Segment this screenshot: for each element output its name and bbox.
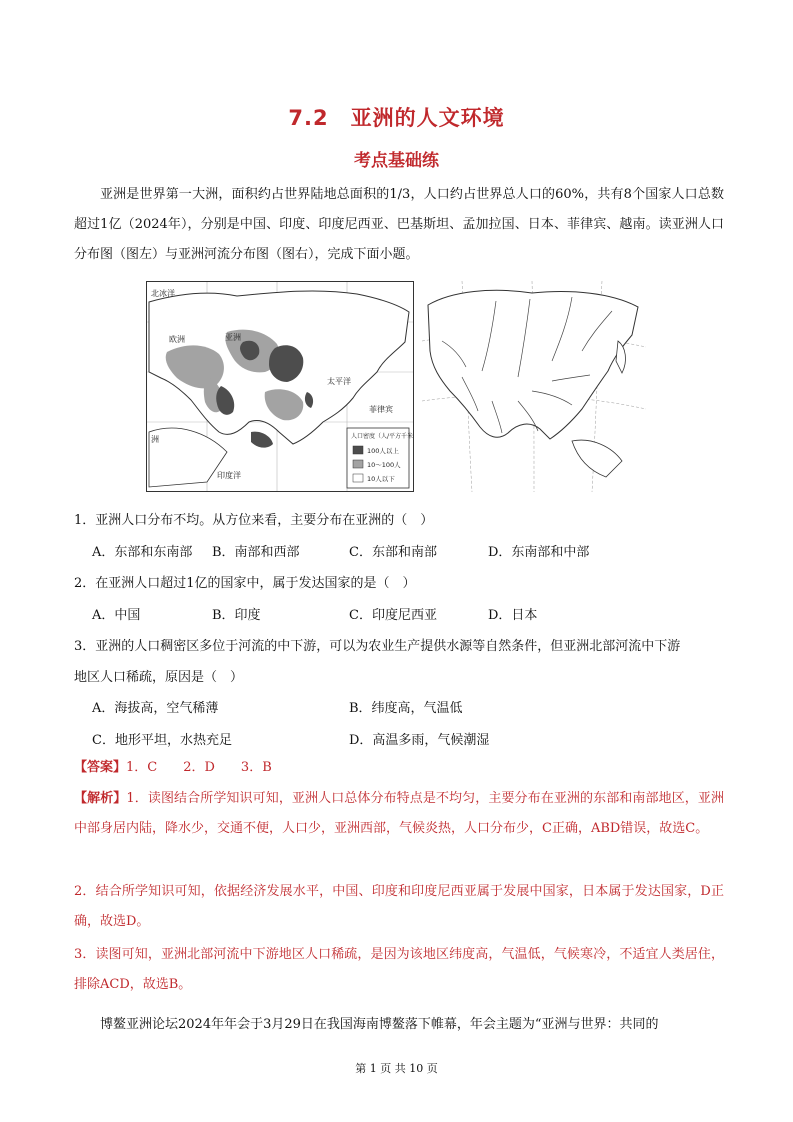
label-indian-ocean: 印度洋 bbox=[217, 471, 241, 480]
q3-option-b[interactable]: B．纬度高，气温低 bbox=[349, 701, 463, 716]
asia-population-map bbox=[146, 281, 414, 492]
answer-label: 【答案】 bbox=[74, 760, 127, 775]
question-3-line1: 3．亚洲的人口稠密区多位于河流的中下游，可以为农业生产提供水源等自然条件，但亚洲北部河流中下游 bbox=[74, 639, 681, 654]
q1-option-b[interactable]: B．南部和西部 bbox=[212, 545, 300, 560]
asia-river-map bbox=[422, 281, 646, 492]
population-legend bbox=[347, 428, 413, 488]
label-north-ocean: 北冰洋 bbox=[151, 289, 175, 298]
q3-option-c[interactable]: C．地形平坦，水热充足 bbox=[92, 733, 232, 748]
page-title: 7.2 亚洲的人文环境 bbox=[288, 106, 505, 130]
question-1: 1．亚洲人口分布不均。从方位来看，主要分布在亚洲的（ ） bbox=[74, 513, 434, 528]
legend-item-high: 100人以上 bbox=[367, 447, 399, 455]
q1-option-d[interactable]: D．东南部和中部 bbox=[488, 545, 590, 560]
analysis-p3: 3．读图可知，亚洲北部河流中下游地区人口稀疏，是因为该地区纬度高，气温低，气候寒冷，不适宜人类居住，排除ACD，故选B。 bbox=[74, 947, 724, 992]
next-intro-paragraph: 博鳌亚洲论坛2024年年会于3月29日在我国海南博鳌落下帷幕，年会主题为“亚洲与世界：共同的 bbox=[100, 1017, 659, 1032]
analysis-block-1 bbox=[74, 784, 724, 844]
q2-option-d[interactable]: D．日本 bbox=[488, 608, 538, 623]
q1-option-a[interactable]: A．东部和东南部 bbox=[92, 545, 193, 560]
q2-option-c[interactable]: C．印度尼西亚 bbox=[349, 608, 437, 623]
analysis-p2: 2．结合所学知识可知，依据经济发展水平，中国、印度和印度尼西亚属于发展中国家，日本属于发达国家，D正确，故选D。 bbox=[74, 884, 724, 929]
q3-option-d[interactable]: D．高温多雨，气候潮湿 bbox=[349, 733, 490, 748]
section-subtitle: 考点基础练 bbox=[354, 151, 439, 171]
label-pacific: 太平洋 bbox=[327, 377, 351, 386]
label-asia: 亚洲 bbox=[225, 333, 241, 342]
q1-option-c[interactable]: C．东部和南部 bbox=[349, 545, 437, 560]
analysis-p1: 1．读图结合所学知识可知，亚洲人口总体分布特点是不均匀，主要分布在亚洲的东部和南部地区，亚洲中部身居内陆，降水少，交通不便，人口少，亚洲西部，气候炎热，人口分布少，C正确，ABD错误，故选C。 bbox=[74, 791, 724, 836]
population-map-drawing bbox=[147, 282, 413, 491]
intro-paragraph: 亚洲是世界第一大洲，面积约占世界陆地总面积的1/3，人口约占世界总人口的60%，共有8个国家人口总数超过1亿（2024年），分别是中国、印度、印度尼西亚、巴基斯坦、孟加拉国、日本、菲律宾、越南。读亚洲人口分布图（图左）与亚洲河流分布图（图右），完成下面小题。 bbox=[74, 187, 724, 262]
page-footer: 第 1 页 共 10 页 bbox=[355, 1062, 438, 1075]
legend-item-low: 10人以下 bbox=[367, 475, 395, 483]
label-europe: 欧洲 bbox=[169, 335, 185, 344]
q2-option-a[interactable]: A．中国 bbox=[92, 608, 141, 623]
map-figures bbox=[146, 281, 646, 492]
analysis-label: 【解析】 bbox=[74, 791, 127, 806]
legend-item-medium: 10～100人 bbox=[367, 461, 401, 469]
q2-option-b[interactable]: B．印度 bbox=[212, 608, 261, 623]
legend-title: 人口密度（人/平方千米） bbox=[351, 433, 413, 440]
label-philippines: 菲律宾 bbox=[369, 405, 393, 414]
question-3-line2: 地区人口稀疏，原因是（ ） bbox=[74, 670, 244, 685]
answer-text: 1．C 2．D 3．B bbox=[126, 760, 272, 775]
label-africa: 洲 bbox=[151, 435, 159, 444]
river-map-drawing bbox=[422, 281, 646, 492]
question-2: 2．在亚洲人口超过1亿的国家中，属于发达国家的是（ ） bbox=[74, 576, 416, 591]
answer-block bbox=[74, 753, 724, 783]
q3-option-a[interactable]: A．海拔高，空气稀薄 bbox=[92, 701, 219, 716]
